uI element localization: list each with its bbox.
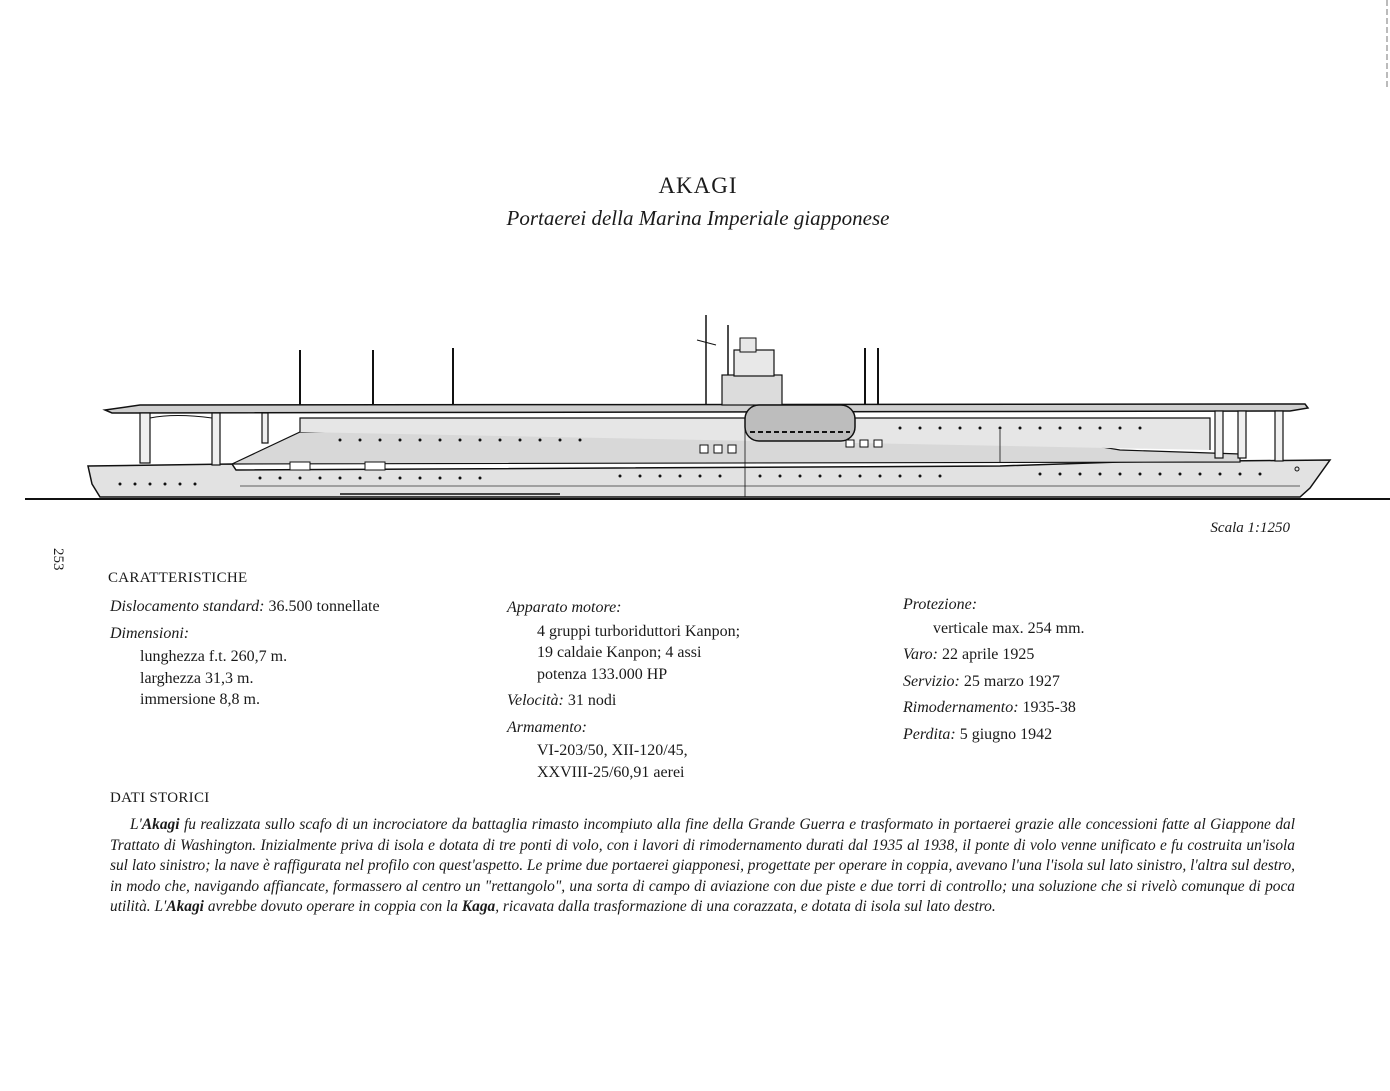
refit-label: Rimodernamento:: [903, 699, 1019, 716]
history-heading: DATI STORICI: [110, 790, 210, 806]
service-label: Servizio:: [903, 672, 960, 690]
dimensions-label: Dimensioni:: [110, 624, 190, 642]
page-title: AKAGI: [658, 173, 738, 198]
armament-label: Armamento:: [507, 718, 587, 736]
scan-edge-mark: [1382, 0, 1390, 90]
page-subtitle: Portaerei della Marina Imperiale giapponese: [506, 206, 890, 230]
protection-value: verticale max. 254 mm.: [933, 619, 1085, 637]
history-paragraph: [110, 815, 1295, 918]
engine-line-1: 4 gruppi turboriduttori Kanpon;: [537, 622, 741, 640]
ship-name-akagi: Akagi: [141, 816, 180, 833]
speed-value: 31 nodi: [567, 692, 617, 709]
characteristics-heading: CARATTERISTICHE: [108, 570, 248, 586]
history-article: L': [130, 816, 142, 833]
scale-label: Scala 1:1250: [1210, 520, 1290, 536]
ship-name-kaga: Kaga: [461, 898, 496, 915]
launch-value: 22 aprile 1925: [941, 646, 1035, 663]
engine-line-2: 19 caldaie Kanpon; 4 assi: [537, 644, 702, 661]
history-text-3: , ricavata dalla trasformazione di una corazzata, e dotata di isola sul lato destro.: [495, 898, 996, 915]
displacement-label: Dislocamento standard:: [110, 598, 265, 615]
page-number: 253: [50, 548, 66, 571]
armament-line-1: VI-203/50, XII-120/45,: [537, 742, 688, 759]
engine-label: Apparato motore:: [507, 599, 622, 616]
ship-name-akagi-2: Akagi: [166, 898, 204, 915]
beam-value: larghezza 31,3 m.: [140, 669, 254, 687]
characteristics-column-2: [507, 597, 740, 783]
loss-label: Perdita:: [903, 725, 956, 743]
armament-line-2: XXVIII-25/60,91 aerei: [537, 763, 685, 781]
history-text-2: avrebbe dovuto operare in coppia con la: [203, 898, 462, 915]
engine-line-3: potenza 133.000 HP: [537, 665, 668, 683]
loss-value: 5 giugno 1942: [959, 725, 1053, 743]
characteristics-column-3: [903, 594, 1085, 750]
speed-label: Velocità:: [507, 692, 564, 709]
history-text-1: fu realizzata sullo scafo di un incrociatore da battaglia rimasto incompiuto alla fine della Grande Guerra e trasformato in portaerei grazie alle concessioni fatte al Giappone dal Trattato di Washington. Inizialmente priva di isola e dotata di tre ponti di volo, con i lavori di rimodernamento durati dal 1935 al 1938, il ponte di volo venne unificato e fu costruita un'isola sul lato sinistro; la nave è raffigurata nel profilo con quest'aspetto. Le prime due portaerei giapponesi, progettate per operare in coppia, avevano l'una l'isola sul lato sinistro, l'altra sul destro, in modo che, navigando affiancate, formassero al centro un "rettangolo", una sorta di campo di aviazione con due piste e due torri di controllo; una soluzione che si rivelò comunque di poca utilità. L': [110, 816, 1295, 915]
ship-profile-drawing: [0, 300, 1390, 505]
characteristics-column-1: [110, 596, 380, 711]
length-value: lunghezza f.t. 260,7 m.: [140, 648, 288, 665]
displacement-value: 36.500 tonnellate: [268, 598, 380, 615]
refit-value: 1935-38: [1022, 699, 1076, 716]
protection-label: Protezione:: [903, 596, 978, 613]
service-value: 25 marzo 1927: [963, 672, 1060, 690]
launch-label: Varo:: [903, 646, 938, 663]
draft-value: immersione 8,8 m.: [140, 691, 260, 708]
